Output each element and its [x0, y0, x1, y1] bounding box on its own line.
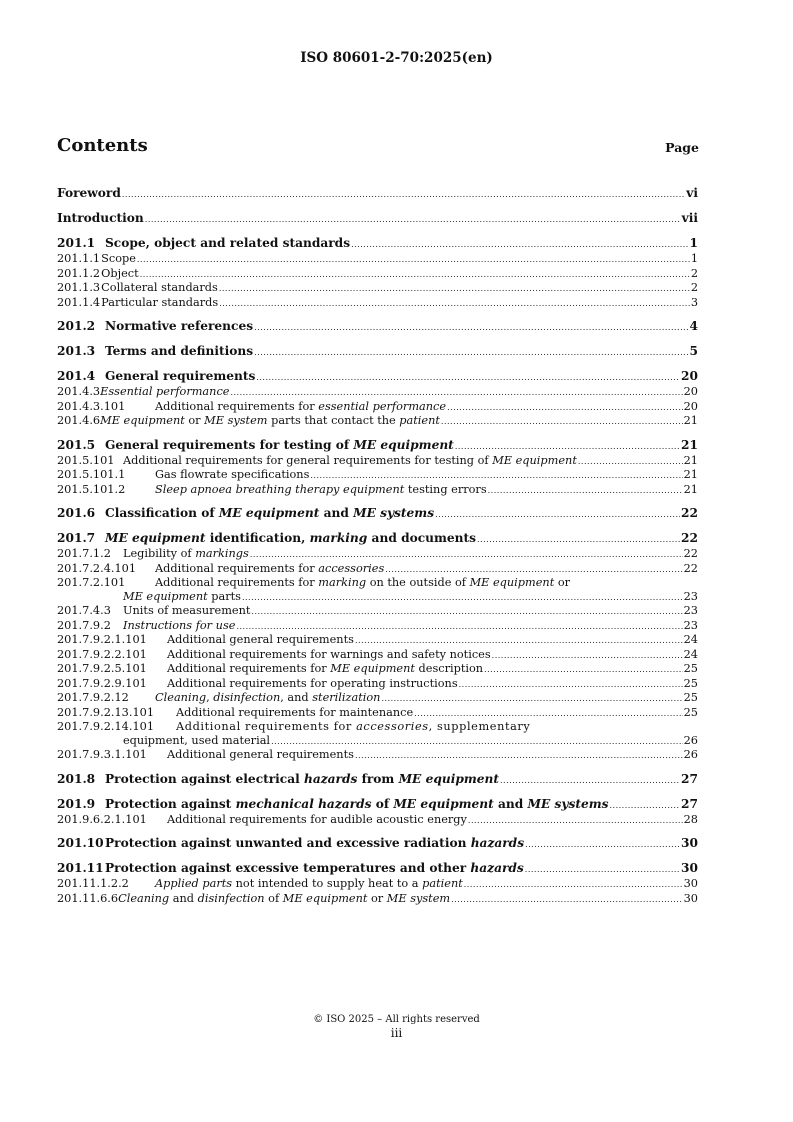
toc-entry[interactable]: 201.5.101 Additional requirements for general requirements for testing of ME equipment ..... 21: [57, 454, 698, 469]
toc-entry-continued[interactable]: equipment, used material ..... 26: [57, 734, 698, 749]
toc-entry[interactable]: 201.7.9.2 Instructions for use ..... 23: [57, 619, 698, 634]
toc-entry[interactable]: 201.7.9.2.9.101 Additional requirements for operating instructions ..... 25: [57, 677, 698, 692]
toc-entry[interactable]: 201.7.9.2.14.101 Additional requirements for accessories, supplementary: [57, 720, 531, 733]
toc-entry[interactable]: 201.5.101.1 Gas flowrate specifications ..... 21: [57, 468, 698, 483]
toc-entry[interactable]: 201.7.9.3.1.101 Additional general requirements ..... 26: [57, 748, 698, 763]
toc-entry[interactable]: 201.7 ME equipment identification, marking and documents ..... 22: [57, 531, 698, 547]
copyright-notice: © ISO 2025 – All rights reserved: [313, 1014, 480, 1025]
document-header: ISO 80601-2-70:2025(en): [300, 50, 493, 66]
toc-entry[interactable]: 201.5.101.2 Sleep apnoea breathing therapy equipment testing errors ..... 21: [57, 483, 698, 498]
page-column-label: Page: [665, 140, 699, 155]
toc-entry-introduction[interactable]: Introduction ..... vii: [57, 211, 698, 227]
toc-entry[interactable]: 201.7.9.2.1.101 Additional general requirements ..... 24: [57, 633, 698, 648]
toc-entry[interactable]: 201.6 Classification of ME equipment and ME systems ..... 22: [57, 506, 698, 522]
toc-entry[interactable]: 201.7.9.2.5.101 Additional requirements for ME equipment description ..... 25: [57, 662, 698, 677]
toc-entry[interactable]: 201.4.6 ME equipment or ME system parts that contact the patient ..... 21: [57, 414, 698, 429]
toc-entry[interactable]: 201.2 Normative references ..... 4: [57, 319, 698, 335]
toc-entry[interactable]: 201.7.1.2 Legibility of markings ..... 22: [57, 547, 698, 562]
toc-entry[interactable]: 201.4.3.101 Additional requirements for essential performance ..... 20: [57, 400, 698, 415]
toc-entry[interactable]: 201.5 General requirements for testing of ME equipment ..... 21: [57, 438, 698, 454]
toc-entry[interactable]: 201.11.6.6 Cleaning and disinfection of ME equipment or ME system ..... 30: [57, 892, 698, 907]
toc-entry[interactable]: 201.7.4.3 Units of measurement ..... 23: [57, 604, 698, 619]
toc-entry[interactable]: 201.7.9.2.2.101 Additional requirements for warnings and safety notices ..... 24: [57, 648, 698, 663]
page-number: iii: [390, 1026, 403, 1040]
toc-entry[interactable]: 201.4 General requirements ..... 20: [57, 369, 698, 385]
toc-entry[interactable]: 201.7.9.2.12 Cleaning, disinfection, and sterilization ..... 25: [57, 691, 698, 706]
toc-entry[interactable]: 201.1.2 Object ..... 2: [57, 267, 698, 282]
toc-entry[interactable]: 201.11 Protection against excessive temperatures and other hazards ..... 30: [57, 861, 698, 877]
toc-entry[interactable]: 201.1.3 Collateral standards ..... 2: [57, 281, 698, 296]
toc-entry[interactable]: 201.7.2.4.101 Additional requirements for accessories ..... 22: [57, 562, 698, 577]
table-of-contents: [57, 186, 698, 906]
toc-entry-foreword[interactable]: Foreword ..... vi: [57, 186, 698, 202]
toc-entry[interactable]: 201.1.4 Particular standards ..... 3: [57, 296, 698, 311]
toc-entry[interactable]: 201.10 Protection against unwanted and excessive radiation hazards ..... 30: [57, 836, 698, 852]
toc-entry[interactable]: 201.11.1.2.2 Applied parts not intended to supply heat to a patient ..... 30: [57, 877, 698, 892]
toc-entry[interactable]: 201.9.6.2.1.101 Additional requirements for audible acoustic energy ..... 28: [57, 813, 698, 828]
toc-entry[interactable]: 201.9 Protection against mechanical hazards of ME equipment and ME systems ..... 27: [57, 797, 698, 813]
toc-entry[interactable]: 201.4.3 Essential performance ..... 20: [57, 385, 698, 400]
contents-title: Contents: [57, 135, 148, 156]
toc-entry-continued[interactable]: ME equipment parts ..... 23: [57, 590, 698, 605]
toc-entry[interactable]: 201.7.2.101 Additional requirements for marking on the outside of ME equipment or: [57, 576, 571, 589]
toc-entry[interactable]: 201.1.1 Scope ..... 1: [57, 252, 698, 267]
toc-entry[interactable]: 201.7.9.2.13.101 Additional requirements for maintenance ..... 25: [57, 706, 698, 721]
toc-entry[interactable]: 201.3 Terms and definitions ..... 5: [57, 344, 698, 360]
toc-entry[interactable]: 201.8 Protection against electrical hazards from ME equipment ..... 27: [57, 772, 698, 788]
toc-entry[interactable]: 201.1 Scope, object and related standards ..... 1: [57, 236, 698, 252]
